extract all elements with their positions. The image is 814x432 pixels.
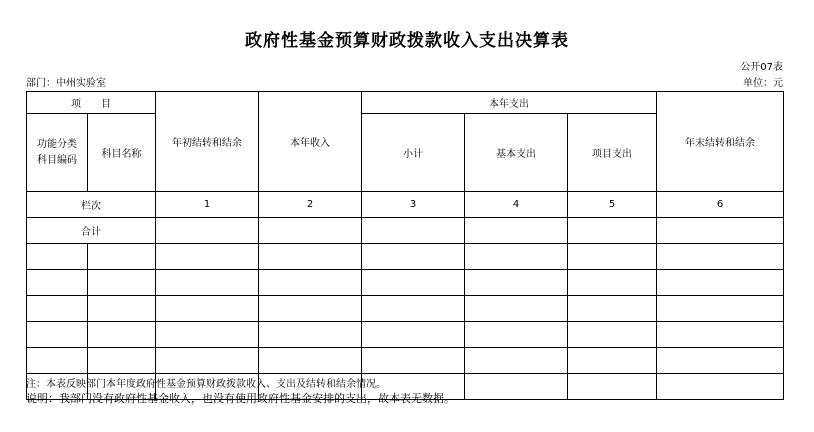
table-cell — [27, 296, 88, 322]
column-number: 5 — [568, 192, 657, 218]
table-cell — [27, 322, 88, 348]
table-cell — [568, 218, 657, 244]
total-row — [27, 218, 784, 244]
table-cell — [568, 374, 657, 400]
column-number-label: 栏次 — [27, 192, 156, 218]
header-closing-balance: 年末结转和结余 — [657, 92, 784, 192]
header-project-expense: 项目支出 — [568, 114, 657, 192]
table-cell — [568, 296, 657, 322]
table-cell — [156, 296, 259, 322]
table-cell — [657, 270, 784, 296]
table-cell — [88, 296, 156, 322]
table-cell — [156, 270, 259, 296]
table-cell — [259, 348, 362, 374]
table-cell — [259, 244, 362, 270]
header-function-code-line2: 科目编码 — [37, 154, 77, 166]
department-label: 部门：中州实验室 — [26, 78, 106, 89]
table-cell — [88, 348, 156, 374]
unit-label: 单位：元 — [743, 78, 783, 89]
table-cell — [259, 270, 362, 296]
header-current-expense: 本年支出 — [362, 92, 657, 114]
header-subject-name: 科目名称 — [88, 114, 156, 192]
table-cell — [657, 218, 784, 244]
table-cell — [568, 244, 657, 270]
table-cell — [465, 348, 568, 374]
header-opening-balance: 年初结转和结余 — [156, 92, 259, 192]
table-cell — [657, 322, 784, 348]
form-code: 公开07表 — [740, 62, 783, 73]
table-cell — [156, 322, 259, 348]
header-function-code-line1: 功能分类 — [37, 138, 77, 150]
header-current-income: 本年收入 — [259, 92, 362, 192]
column-number: 1 — [156, 192, 259, 218]
table-cell — [465, 218, 568, 244]
header-basic-expense: 基本支出 — [465, 114, 568, 192]
table-cell — [259, 218, 362, 244]
table-cell — [362, 322, 465, 348]
table-row — [27, 244, 784, 270]
table-cell — [362, 296, 465, 322]
table-cell — [465, 270, 568, 296]
table-cell — [362, 348, 465, 374]
header-item: 项 目 — [27, 92, 156, 114]
header-subtotal: 小计 — [362, 114, 465, 192]
report-title: 政府性基金预算财政拨款收入支出决算表 — [245, 31, 569, 51]
table-cell — [27, 270, 88, 296]
column-number: 6 — [657, 192, 784, 218]
table-cell — [27, 348, 88, 374]
table-cell — [465, 322, 568, 348]
table-cell — [657, 374, 784, 400]
table-cell — [259, 322, 362, 348]
budget-table — [26, 91, 784, 400]
column-number-row — [27, 192, 784, 218]
table-cell — [259, 296, 362, 322]
table-cell — [88, 244, 156, 270]
table-cell — [465, 244, 568, 270]
header-function-code — [27, 114, 88, 192]
table-cell — [156, 244, 259, 270]
table-row — [27, 348, 784, 374]
column-number: 2 — [259, 192, 362, 218]
table-cell — [465, 374, 568, 400]
table-row — [27, 296, 784, 322]
table-cell — [88, 270, 156, 296]
table-cell — [657, 348, 784, 374]
table-cell — [362, 218, 465, 244]
table-cell — [362, 244, 465, 270]
table-cell — [362, 270, 465, 296]
table-cell — [568, 270, 657, 296]
table-cell — [156, 218, 259, 244]
table-cell — [568, 322, 657, 348]
table-cell — [568, 348, 657, 374]
table-cell — [27, 244, 88, 270]
explanation: 说明：我部门没有政府性基金收入，也没有使用政府性基金安排的支出，故本表无数据。 — [26, 392, 455, 405]
column-number: 4 — [465, 192, 568, 218]
total-label: 合计 — [27, 218, 156, 244]
table-row — [27, 270, 784, 296]
table-cell — [465, 296, 568, 322]
table-row — [27, 322, 784, 348]
table-cell — [88, 322, 156, 348]
table-cell — [657, 244, 784, 270]
table-cell — [657, 296, 784, 322]
footnote: 注：本表反映部门本年度政府性基金预算财政拨款收入、支出及结转和结余情况。 — [26, 379, 386, 390]
column-number: 3 — [362, 192, 465, 218]
table-cell — [156, 348, 259, 374]
